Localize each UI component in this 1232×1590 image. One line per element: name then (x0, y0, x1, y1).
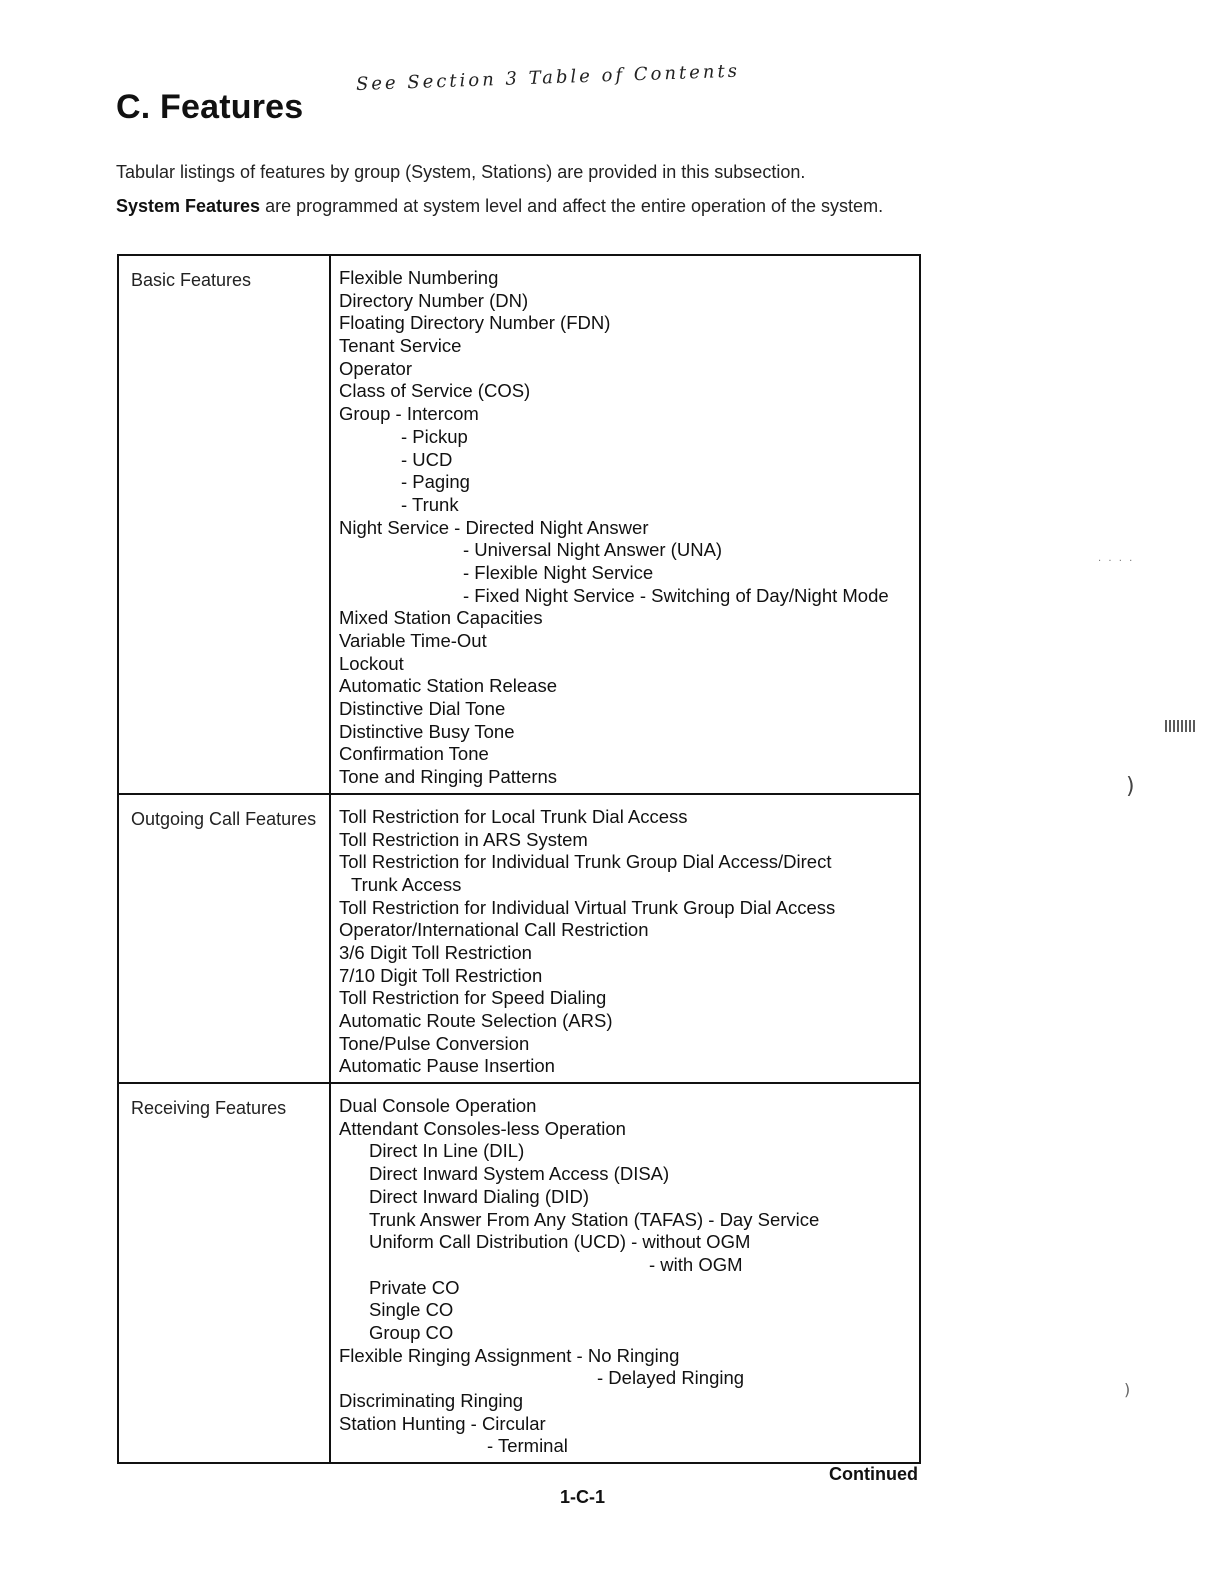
feature-list-cell (330, 255, 920, 794)
feature-item: 7/10 Digit Toll Restriction (339, 964, 543, 986)
feature-subitem: - with OGM (649, 1253, 743, 1275)
feature-item: Attendant Consoles-less Operation (339, 1117, 626, 1139)
feature-item: Group - Intercom (339, 403, 479, 425)
category-cell: Basic Features (118, 255, 330, 794)
handwritten-note: See Section 3 Table of Contents (355, 60, 741, 95)
category-cell: Outgoing Call Features (118, 794, 330, 1083)
feature-item: Floating Directory Number (FDN) (339, 312, 611, 334)
intro-paragraph: Tabular listings of features by group (System, Stations) are provided in this subsection. (116, 162, 806, 182)
table-row (118, 794, 920, 1083)
feature-list-cell (330, 794, 920, 1083)
feature-item: Mixed Station Capacities (339, 607, 543, 629)
feature-subitem: - Universal Night Answer (UNA) (463, 539, 723, 561)
page-title: C. Features (116, 88, 304, 126)
feature-subitem: Direct In Line (DIL) (369, 1140, 525, 1162)
feature-item: Operator/International Call Restriction (339, 919, 649, 941)
feature-subitem: - Pickup (401, 425, 468, 447)
margin-mark-icon: ) (1124, 1380, 1131, 1399)
feature-item: Directory Number (DN) (339, 289, 529, 311)
feature-subitem: Single CO (369, 1299, 454, 1321)
feature-item: Operator (339, 357, 413, 379)
feature-item: Flexible Numbering (339, 267, 499, 288)
continued-label: Continued (829, 1464, 918, 1484)
feature-item: Toll Restriction in ARS System (339, 828, 588, 850)
page-number: 1-C-1 (560, 1487, 606, 1507)
feature-item: Night Service - Directed Night Answer (339, 516, 649, 538)
system-features-description: are programmed at system level and affect the entire operation of the system. (260, 196, 884, 216)
feature-item-continuation: Trunk Access (351, 873, 462, 895)
feature-item: Tone and Ringing Patterns (339, 766, 558, 788)
feature-subitem: - UCD (401, 448, 453, 470)
feature-item: Lockout (339, 652, 404, 674)
feature-subitem: - Paging (401, 471, 470, 493)
feature-item: Distinctive Dial Tone (339, 698, 506, 720)
feature-item: Toll Restriction for Local Trunk Dial Access (339, 805, 688, 827)
category-cell: Receiving Features (118, 1083, 330, 1463)
feature-item: Station Hunting - Circular (339, 1412, 546, 1434)
feature-subitem: - Terminal (487, 1435, 568, 1457)
feature-item: 3/6 Digit Toll Restriction (339, 941, 532, 963)
feature-subitem: Trunk Answer From Any Station (TAFAS) - Day Service (369, 1208, 820, 1230)
feature-item: Toll Restriction for Speed Dialing (339, 987, 607, 1009)
feature-subitem: - Delayed Ringing (597, 1367, 745, 1389)
feature-subitem: - Trunk (401, 493, 459, 515)
system-features-term: System Features (116, 196, 261, 216)
features-table (117, 254, 921, 1464)
feature-item: Distinctive Busy Tone (339, 720, 515, 742)
feature-item: Toll Restriction for Individual Virtual Trunk Group Dial Access (339, 896, 836, 918)
feature-subitem: - Fixed Night Service - Switching of Day/Night Mode (463, 584, 889, 606)
table-row (118, 1083, 920, 1463)
margin-mark-icon: ) (1126, 774, 1135, 799)
feature-item: Automatic Pause Insertion (339, 1055, 555, 1077)
feature-item: Discriminating Ringing (339, 1390, 524, 1411)
feature-subitem: Group CO (369, 1321, 454, 1343)
feature-list-cell (330, 1083, 920, 1463)
feature-item: Tenant Service (339, 335, 462, 357)
feature-subitem: Direct Inward System Access (DISA) (369, 1163, 670, 1185)
feature-subitem: Uniform Call Distribution (UCD) - without OGM (369, 1231, 751, 1253)
feature-item: Flexible Ringing Assignment - No Ringing (339, 1344, 680, 1366)
feature-subitem: Direct Inward Dialing (DID) (369, 1185, 589, 1207)
feature-item: Dual Console Operation (339, 1095, 537, 1117)
feature-subitem: - Flexible Night Service (463, 561, 654, 583)
system-features-paragraph (116, 194, 916, 219)
scan-smudge-icon (1165, 720, 1195, 732)
table-row (118, 255, 920, 794)
feature-item: Tone/Pulse Conversion (339, 1032, 530, 1054)
feature-item: Automatic Station Release (339, 675, 558, 697)
scan-speck-icon: · · · · (1098, 556, 1135, 567)
feature-item: Automatic Route Selection (ARS) (339, 1010, 613, 1031)
feature-item: Confirmation Tone (339, 743, 489, 765)
feature-item: Class of Service (COS) (339, 380, 531, 402)
feature-item: Toll Restriction for Individual Trunk Group Dial Access/Direct (339, 851, 832, 873)
feature-subitem: Private CO (369, 1276, 460, 1298)
feature-item: Variable Time-Out (339, 630, 487, 651)
